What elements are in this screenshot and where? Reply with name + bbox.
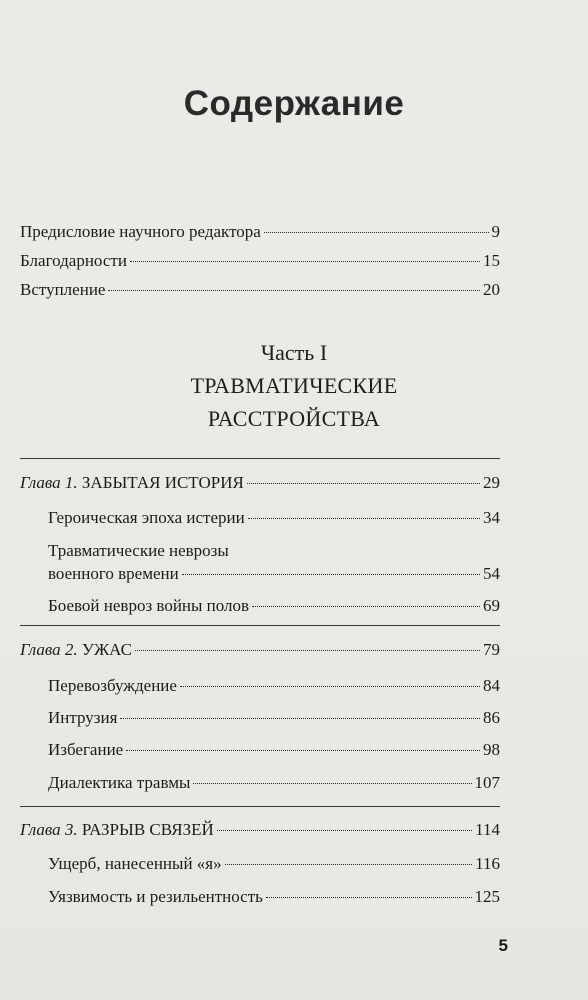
chapter-page: 79 (483, 640, 500, 659)
dot-leader (247, 483, 480, 484)
dot-leader (130, 261, 480, 262)
chapter-page: 114 (475, 820, 500, 839)
dot-leader (182, 574, 480, 575)
section-label: Ущерб, нанесенный «я» (48, 854, 222, 873)
chapter-label (20, 820, 214, 840)
dot-leader (266, 897, 472, 898)
page-title: Содержание (183, 84, 405, 123)
dot-leader (252, 606, 480, 607)
toc-entry-label: Предисловие научного редактора (20, 222, 261, 241)
section-label: Перевозбуждение (48, 676, 177, 695)
section-divider (20, 806, 500, 807)
section-entry[interactable] (48, 854, 500, 874)
chapter-title: УЖАС (81, 640, 132, 659)
section-label: военного времени (48, 564, 179, 583)
section-entry[interactable] (48, 596, 500, 616)
toc-entry[interactable] (20, 251, 500, 271)
toc-entry-label: Благодарности (20, 251, 127, 270)
section-page: 84 (483, 676, 500, 695)
toc-entry[interactable] (20, 222, 500, 242)
section-entry[interactable] (48, 887, 500, 907)
dot-leader (217, 830, 472, 831)
section-divider (20, 458, 500, 459)
dot-leader (180, 686, 480, 687)
section-label: Интрузия (48, 708, 118, 727)
dot-leader (108, 290, 480, 291)
chapter-entry[interactable] (20, 640, 500, 660)
part-title-line2: РАССТРОЙСТВА (207, 406, 381, 431)
chapter-entry[interactable] (20, 820, 500, 840)
section-page: 107 (474, 773, 500, 792)
dot-leader (264, 232, 489, 233)
section-divider (20, 625, 500, 626)
section-label-first-line: Травматические неврозы (48, 541, 229, 560)
section-entry[interactable] (48, 708, 500, 728)
chapter-prefix: Глава 3. (20, 820, 78, 839)
chapter-page: 29 (483, 473, 500, 492)
section-page: 54 (483, 564, 500, 583)
section-page: 86 (483, 708, 500, 727)
chapter-entry[interactable] (20, 473, 500, 493)
section-label: Уязвимость и резильентность (48, 887, 263, 906)
chapter-title: ЗАБЫТАЯ ИСТОРИЯ (81, 473, 244, 492)
section-label: Героическая эпоха истерии (48, 508, 245, 527)
dot-leader (135, 650, 480, 651)
dot-leader (126, 750, 480, 751)
dot-leader (248, 518, 480, 519)
toc-entry-page: 15 (483, 251, 500, 270)
section-label: Боевой невроз войны полов (48, 596, 250, 615)
dot-leader (225, 864, 473, 865)
chapter-title: РАЗРЫВ СВЯЗЕЙ (81, 820, 214, 839)
section-entry[interactable] (48, 740, 500, 760)
section-label: Избегание (48, 740, 124, 759)
section-entry[interactable] (48, 564, 500, 584)
dot-leader (120, 718, 480, 719)
chapter-label (20, 640, 132, 660)
section-entry[interactable] (48, 508, 500, 528)
part-number: Часть I (260, 340, 328, 365)
toc-entry[interactable] (20, 280, 500, 300)
section-page: 125 (474, 887, 500, 906)
chapter-prefix: Глава 2. (20, 640, 78, 659)
section-page: 69 (483, 596, 500, 615)
section-page: 34 (483, 508, 500, 527)
section-page: 116 (475, 854, 500, 873)
toc-entry-page: 20 (483, 280, 500, 299)
dot-leader (193, 783, 471, 784)
toc-entry-page: 9 (491, 222, 500, 241)
section-entry[interactable] (48, 676, 500, 696)
toc-entry-label: Вступление (20, 280, 106, 299)
part-title-line1: ТРАВМАТИЧЕСКИЕ (190, 373, 398, 398)
section-entry[interactable] (48, 773, 500, 793)
page-number: 5 (498, 936, 508, 955)
section-page: 98 (483, 740, 500, 759)
chapter-prefix: Глава 1. (20, 473, 78, 492)
chapter-label (20, 473, 244, 493)
section-label: Диалектика травмы (48, 773, 191, 792)
